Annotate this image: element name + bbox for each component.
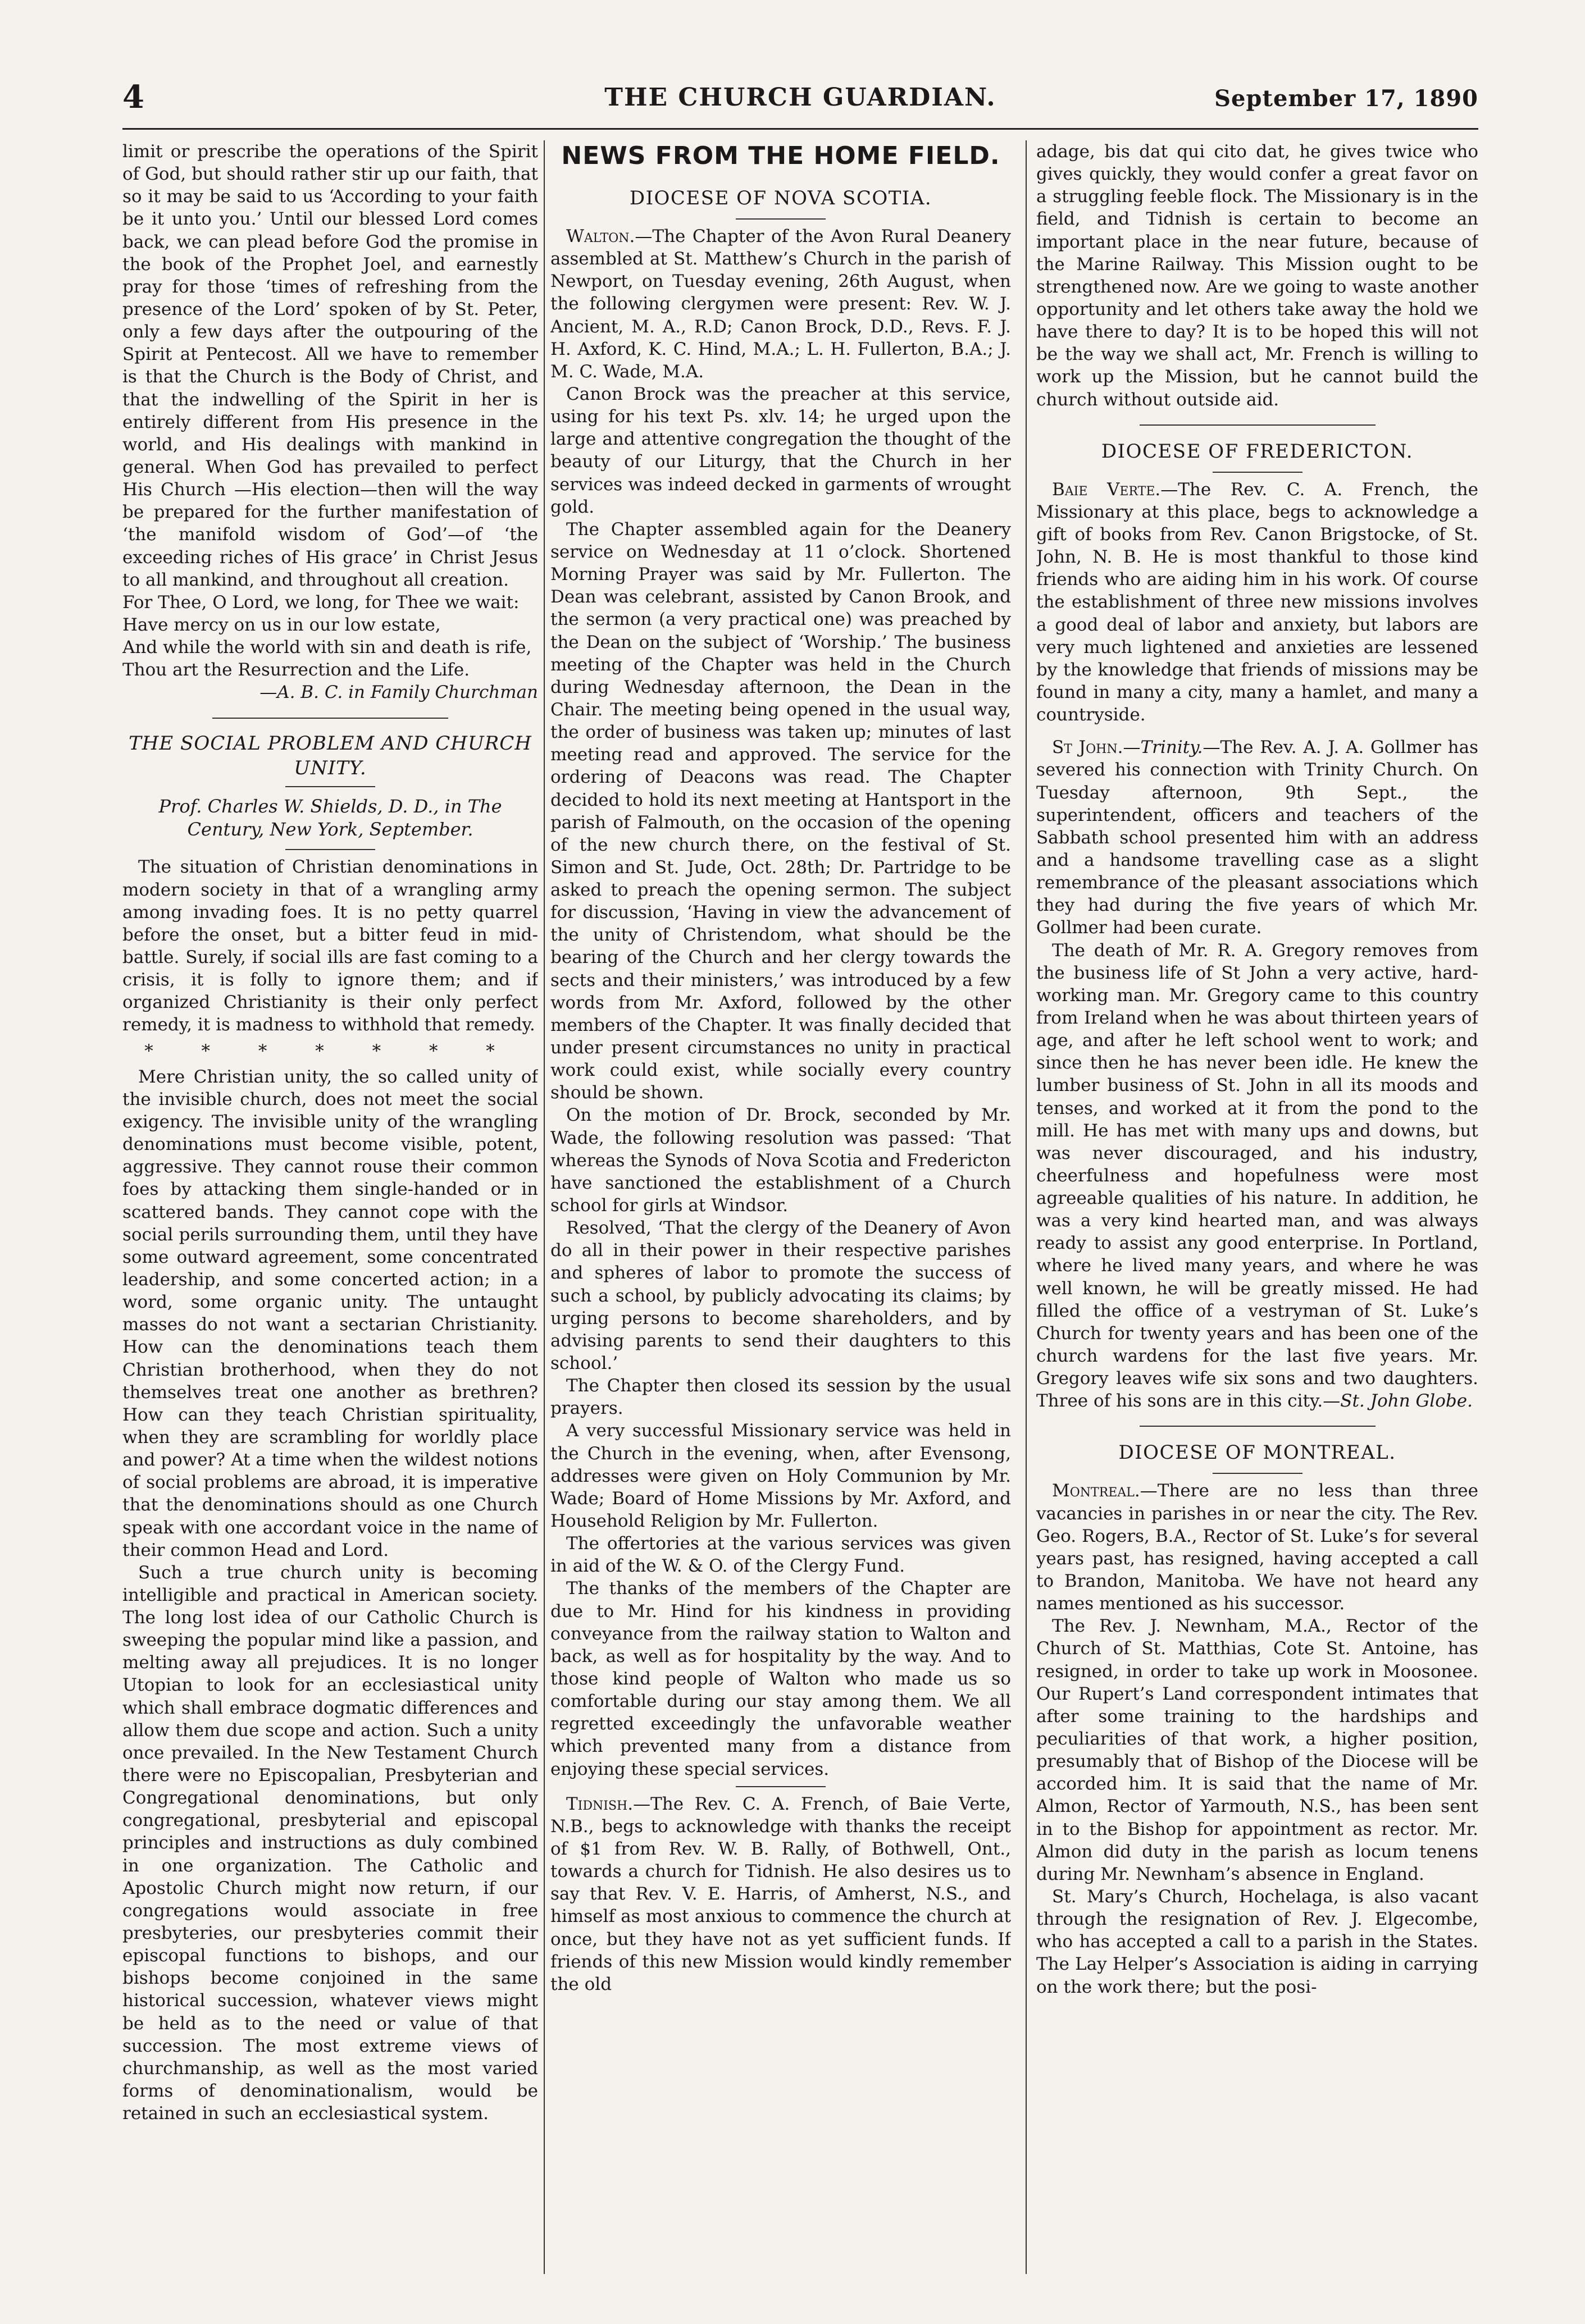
- paragraph-text: —The Rev. A. J. A. Gollmer has severed his connection with Trinity Church. On Tuesday afternoon, 9th Sept., the superintendent, officers and teachers of the Sabbath school presented him with an address and a handsome travelling case as a slight remembrance of the pleasant associations which they had during the five years of which Mr. Gollmer had been curate.: [1036, 737, 1478, 938]
- issue-date: September 17, 1890: [1214, 85, 1478, 112]
- article-paragraph: [1036, 939, 1478, 1413]
- heading-rule: [285, 849, 375, 850]
- dateline-sub: —Trinity.: [1123, 737, 1203, 758]
- article-paragraph: [550, 225, 1011, 383]
- article-paragraph: A very successful Missionary service was held in the Church in the evening, when, after Evensong, addresses were given on Holy Communion by Mr. Wade; Board of Home Missions by Mr. Axford, and Household Religion by Mr. Fullerton.: [550, 1421, 1011, 1531]
- heading-rule: [1213, 472, 1302, 473]
- column-1: [122, 140, 538, 2285]
- heading-rule: [1213, 1473, 1302, 1474]
- paragraph-text: —The Chapter of the Avon Rural Deanery assembled at St. Matthew’s Church in the parish of Newport, on Tuesday evening, 26th August, when the following clergymen were present: Rev. W. J. Ancient, M. A., R.D; Canon Brock, D.D., Revs. F. J. H. Axford, K. C. Hind, M.A.; L. H. Fullerton, B.A.; J. M. C. Wade, M.A.: [550, 226, 1011, 382]
- section-rule: [736, 1786, 826, 1787]
- paragraph-text: —There are no less than three vacancies in parishes in or near the city. The Rev. Geo. Rogers, B.A., Rector of St. Luke’s for several years past, has resigned, having accepted a call to Brandon, Manitoba. We have not heard any names mentioned as his successor.: [1036, 1481, 1478, 1614]
- poem-line: Have mercy on us in our low estate,: [122, 614, 441, 635]
- article-paragraph: The Chapter assembled again for the Deanery service on Wednesday at 11 o’clock. Shortened Morning Prayer was said by Mr. Fullerton. The Dean was celebrant, assisted by Canon Brook, and the sermon (a very practical one) was preached by the Dean on the subject of ‘Worship.’ The business meeting of the Chapter was held in the Church during Wednesday afternoon, the Dean in the Chair. The meeting being opened in the usual way, the order of business was taken up; minutes of last meeting read and approved. The service for the ordering of Deacons was read. The Chapter decided to hold its next meeting at Hantsport in the parish of Falmouth, on the occasion of the opening of the new church there, on the festival of St. Simon and St. Jude, Oct. 28th; Dr. Partridge to be asked to preach the opening sermon. The subject for discussion, ‘Having in view the advancement of the unity of Christendom, what should be the bearing of the Church and her clergy towards the sects and their ministers,’ was introduced by a few words from Mr. Axford, followed by the other members of the Chapter. It was finally decided that under present circumstances no unity in practical work could exist, while socially every country should be shown.: [550, 519, 1011, 1103]
- column-divider: [1026, 140, 1027, 2274]
- article-credit: —St. John Globe.: [1323, 1391, 1473, 1412]
- section-rule: [1140, 424, 1376, 426]
- section-rule: [1140, 1426, 1376, 1427]
- article-paragraph: St. Mary’s Church, Hochelaga, is also vacant through the resignation of Rev. J. Elgecombe, who has accepted a call to a parish in the States. The Lay Helper’s Association is aiding in carrying on the work there; but the posi-: [1036, 1887, 1478, 1997]
- article-paragraph: Mere Christian unity, the so called unity of the invisible church, does not meet the social exigency. The invisible unity of the wrangling denominations must become visible, potent, aggressive. They cannot rouse their common foes by attacking them single-handed or in scattered bands. They cannot cope with the social perils surrounding them, until they have some outward agreement, some concentrated leadership, and some concerted action; in a word, some organic unity. The untaught masses do not want a sectarian Christianity. How can the denominations teach them Christian brotherhood, when they do not themselves treat one another as brethren? How can they teach Christian spirituality, when they are scrambling for worldly place and power? At a time when the wildest notions of social problems are abroad, it is imperative that the denominations should as one Church speak with one accordant voice in the name of their common Head and Lord.: [122, 1066, 538, 1560]
- heading-rule: [285, 786, 375, 787]
- article-paragraph: The situation of Christian denominations in modern society in that of a wrangling army among invading foes. It is no petty quarrel before the onset, but a bitter feud in mid-battle. Surely, if social ills are fast coming to a crisis, it is folly to ignore them; and if organized Christianity is their only perfect remedy, it is madness to withhold that remedy.: [122, 857, 538, 1035]
- article-paragraph: Resolved, ‘That the clergy of the Deanery of Avon do all in their power in their respective parishes and spheres of labor to promote the success of such a school, by publicly advocating its claims; by urging persons to become shareholders, and by advising parents to send their daughters to this school.’: [550, 1218, 1011, 1374]
- article-credit: —A. B. C. in Family Churchman: [259, 682, 538, 703]
- dateline: Montreal.: [1052, 1481, 1140, 1501]
- section-rule: [212, 718, 448, 719]
- section-heading: NEWS FROM THE HOME FIELD.: [561, 141, 1000, 170]
- article-paragraph: On the motion of Dr. Brock, seconded by Mr. Wade, the following resolution was passed: ‘That whereas the Synods of Nova Scotia and Fredericton have sanctioned the establishment of a Church school for girls at Windsor.: [550, 1105, 1011, 1216]
- article-paragraph: The thanks of the members of the Chapter are due to Mr. Hind for his kindness in providing conveyance from the railway station to Walton and back, as well as for hospitality by the way. And to those kind people of Walton who made us so comfortable during our stay among them. We all regretted exceedingly the unfavorable weather which prevented many from a distance from enjoying these special services.: [550, 1578, 1011, 1779]
- section-stars: * * * * * * *: [144, 1040, 516, 1061]
- column-divider: [544, 140, 545, 2274]
- column-2: [550, 140, 1011, 2285]
- poem-line: For Thee, O Lord, we long, for Thee we wait:: [122, 592, 520, 613]
- poem-line: Thou art the Resurrection and the Life.: [122, 660, 470, 681]
- masthead-title: THE CHURCH GUARDIAN.: [604, 83, 996, 112]
- article-paragraph: Canon Brock was the preacher at this service, using for his text Ps. xlv. 14; he urged upon the large and attentive congregation the thought of the beauty of our Liturgy, that the Church in her services was indeed decked in garments of wrought gold.: [550, 383, 1011, 517]
- article-paragraph: Such a true church unity is becoming intelligible and practical in American society. The long lost idea of our Catholic Church is sweeping the popular mind like a passion, and melting away all prejudices. It is no longer Utopian to look for an ecclesiastical unity which shall embrace dogmatic differences and allow them due scope and action. Such a unity once prevailed. In the New Testament Church there were no Episcopalian, Presbyterian and Congregational denominations, but only congregational, presbyterial and episcopal principles and instructions as duly combined in one organization. The Catholic and Apostolic Church might now return, if our congregations would associate in free presbyteries, our presbyteries commit their episcopal functions to bishops, and our bishops become conjoined in the same historical succession, whatever views might be held as to the need or value of that succession. The most extreme views of churchmanship, as well as the most varied forms of denominationalism, would be retained in such an ecclesiastical system.: [122, 1562, 538, 2124]
- paragraph-text: The death of Mr. R. A. Gregory removes from the business life of St John a very active, hard-working man. Mr. Gregory came to this country from Ireland when he was about thirteen years of age, and after he left school went to work; and since then he has never been idle. He knew the lumber business of St. John in all its moods and tenses, and worked at it from the pond to the mill. He has met with many ups and downs, but was never discouraged, and his industry, cheerfulness and hopefulness were most agreeable qualities of his nature. In addition, he was a very kind hearted man, and was always ready to assist any good enterprise. In Portland, where he lived many years, and where he was well known, he will be greatly missed. He had filled the office of a vestryman of St. Luke’s Church for twenty years and has been one of the church wardens for the last five years. Mr. Gregory leaves wife six sons and two daughters. Three of his sons are in this city.: [1036, 940, 1478, 1412]
- column-3: [1036, 140, 1478, 2285]
- paragraph-text: —The Rev. C. A. French, the Missionary at this place, begs to acknowledge a gift of books from Rev. Canon Brigstocke, of St. John, N. B. He is most thankful to those kind friends who are aiding him in his work. Of course the establishment of three new missions involves a good deal of labor and anxiety, but labors are very much lightened and anxieties are lessened by the knowledge that friends of missions may be found in many a city, many a hamlet, and many a countryside.: [1036, 479, 1478, 725]
- article-paragraph: [550, 1793, 1011, 1996]
- article-paragraph: [1036, 478, 1478, 727]
- article-paragraph: [1036, 1480, 1478, 1615]
- diocese-heading: DIOCESE OF NOVA SCOTIA.: [629, 186, 932, 209]
- dateline: Tidnish.: [566, 1793, 634, 1814]
- page-header: [122, 79, 1478, 124]
- article-paragraph: The Chapter then closed its session by the usual prayers.: [550, 1376, 1011, 1419]
- dateline: Baie Verte.: [1052, 479, 1161, 500]
- dateline: St John.: [1052, 737, 1123, 758]
- heading-rule: [736, 218, 826, 220]
- page-number: 4: [122, 79, 144, 116]
- poem-line: And while the world with sin and death is rife,: [122, 637, 532, 658]
- article-paragraph: limit or prescribe the operations of the Spirit of God, but should rather stir up our faith, that so it may be said to us ‘According to your faith be it unto you.’ Until our blessed Lord comes back, we can plead before God the promise in the book of the Prophet Joel, and earnestly pray for those ‘times of refreshing from the presence of the Lord’ spoken of by St. Peter, only a few days after the outpouring of the Spirit at Pentecost. All we have to remember is that the Church is the Body of Christ, and that the indwelling of the Spirit in her is entirely different from His presence in the world, and His dealings with mankind in general. When God has prevailed to perfect His Church —His election—then will the way be prepared for the further manifestation of ‘the manifold wisdom of God’—of ‘the exceeding riches of His grace’ in Christ Jesus to all mankind, and throughout all creation.: [122, 141, 538, 590]
- article-heading: THE SOCIAL PROBLEM AND CHURCH UNITY.: [129, 732, 532, 779]
- article-paragraph: The offertories at the various services was given in aid of the W. & O. of the Clergy Fund.: [550, 1533, 1011, 1577]
- diocese-heading: DIOCESE OF MONTREAL.: [1118, 1441, 1396, 1464]
- article-attribution: Prof. Charles W. Shields, D. D., in The Century, New York, September.: [158, 795, 502, 840]
- article-paragraph: [1036, 736, 1478, 939]
- diocese-heading: DIOCESE OF FREDERICTON.: [1101, 440, 1414, 463]
- dateline: Walton.: [566, 226, 635, 246]
- article-paragraph: The Rev. J. Newnham, M.A., Rector of the Church of St. Matthias, Cote St. Antoine, has resigned, in order to take up work in Moosonee. Our Rupert’s Land correspondent intimates that after some training to the hardships and peculiarities of that work, a higher position, presumably that of Bishop of the Diocese will be accorded him. It is said that the name of Mr. Almon, Rector of Yarmouth, N.S., has been sent in to the Bishop for appointment as rector. Mr. Almon did duty in the parish as locum tenens during Mr. Newnham’s absence in England.: [1036, 1616, 1478, 1884]
- paragraph-text: —The Rev. C. A. French, of Baie Verte, N.B., begs to acknowledge with thanks the receipt of $1 from Rev. W. B. Rally, of Bothwell, Ont., towards a church for Tidnish. He also desires us to say that Rev. V. E. Harris, of Amherst, N.S., and himself as most anxious to commence the church at once, but they have not as yet sufficient funds. If friends of this new Mission would kindly remember the old: [550, 1793, 1011, 1994]
- header-rule: [122, 128, 1478, 130]
- article-paragraph: adage, bis dat qui cito dat, he gives twice who gives quickly, they would confer a great favor on a struggling feeble flock. The Missionary is in the field, and Tidnish is certain to become an important place in the near future, because of the Marine Railway. This Mission ought to be strengthened now. Are we going to waste another opportunity and let others take away the hold we have there to day? It is to be hoped this will not be the way we shall act, Mr. French is willing to work up the Mission, but he cannot build the church without outside aid.: [1036, 141, 1478, 410]
